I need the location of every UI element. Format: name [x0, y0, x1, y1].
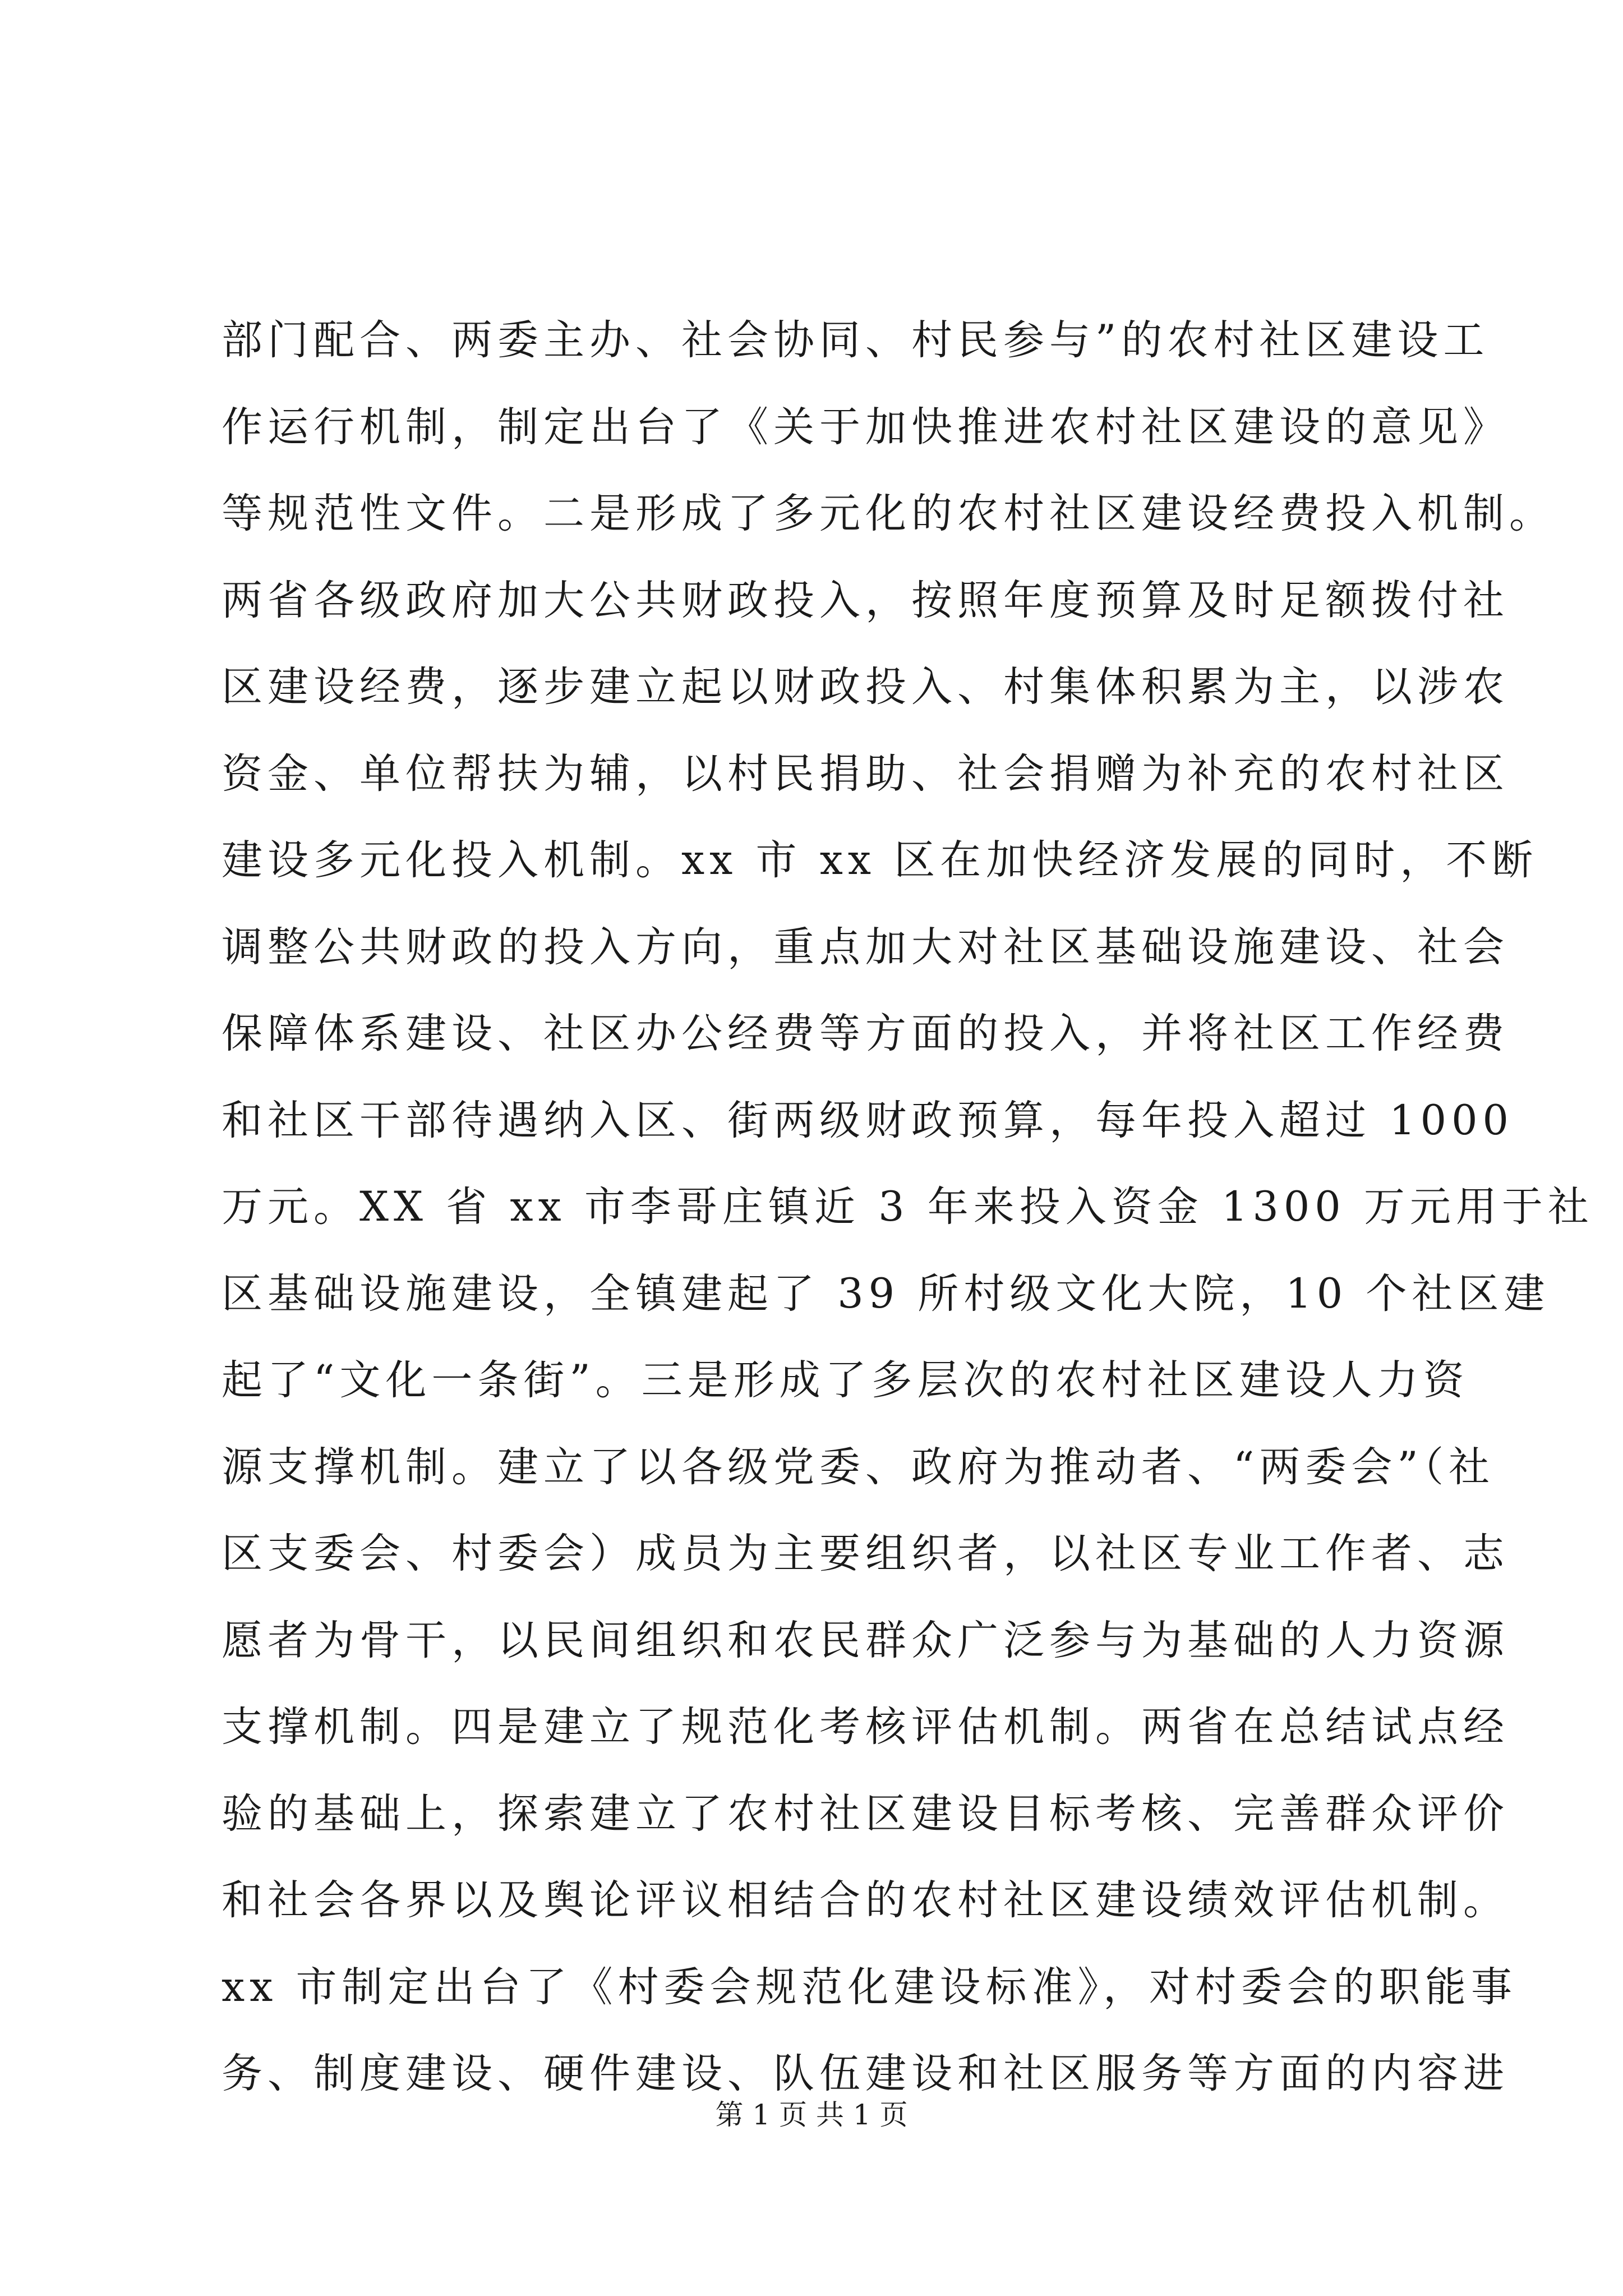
text-line: 资金、单位帮扶为辅，以村民捐助、社会捐赠为补充的农村社区: [222, 749, 1509, 798]
text-line: 区建设经费，逐步建立起以财政投入、村集体积累为主，以涉农: [222, 663, 1509, 711]
text-line: 支撑机制。四是建立了规范化考核评估机制。两省在总结试点经: [222, 1703, 1509, 1751]
text-line: 验的基础上，探索建立了农村社区建设目标考核、完善群众评价: [222, 1789, 1509, 1838]
text-line: 源支撑机制。建立了以各级党委、政府为推动者、“两委会”（社: [222, 1443, 1495, 1491]
page-footer: [0, 2098, 1623, 2132]
text-line: 部门配合、两委主办、社会协同、村民参与”的农村社区建设工: [222, 316, 1490, 364]
text-line: 起了“文化一条街”。三是形成了多层次的农村社区建设人力资: [222, 1356, 1469, 1404]
text-line: 保障体系建设、社区办公经费等方面的投入，并将社区工作经费: [222, 1010, 1509, 1057]
page-number-label: 第 1 页 共 1 页: [715, 2099, 908, 2131]
text-line: 调整公共财政的投入方向，重点加大对社区基础设施建设、社会: [222, 923, 1509, 971]
text-line: 建设多元化投入机制。xx 市 xx 区在加快经济发展的同时，不断: [222, 836, 1538, 884]
text-line: 区基础设施建设，全镇建起了 39 所村级文化大院，10 个社区建: [222, 1269, 1550, 1318]
text-line: 万元。XX 省 xx 市李哥庄镇近 3 年来投入资金 1300 万元用于社: [222, 1183, 1594, 1231]
text-line: 作运行机制，制定出台了《关于加快推进农村社区建设的意见》: [222, 403, 1509, 451]
text-line: 务、制度建设、硬件建设、队伍建设和社区服务等方面的内容进: [222, 2050, 1509, 2097]
text-line: 等规范性文件。二是形成了多元化的农村社区建设经费投入机制。: [222, 490, 1555, 537]
text-line: 愿者为骨干，以民间组织和农民群众广泛参与为基础的人力资源: [222, 1616, 1509, 1664]
text-line: xx 市制定出台了《村委会规范化建设标准》，对村委会的职能事: [222, 1963, 1518, 2011]
text-line: 和社区干部待遇纳入区、街两级财政预算，每年投入超过 1000: [222, 1096, 1514, 1144]
text-line: 和社会各界以及舆论评议相结合的农村社区建设绩效评估机制。: [222, 1876, 1509, 1924]
text-line: 区支委会、村委会）成员为主要组织者，以社区专业工作者、志: [222, 1530, 1509, 1577]
body-paragraph: [222, 297, 1594, 2118]
text-line: 两省各级政府加大公共财政投入，按照年度预算及时足额拨付社: [222, 576, 1509, 624]
